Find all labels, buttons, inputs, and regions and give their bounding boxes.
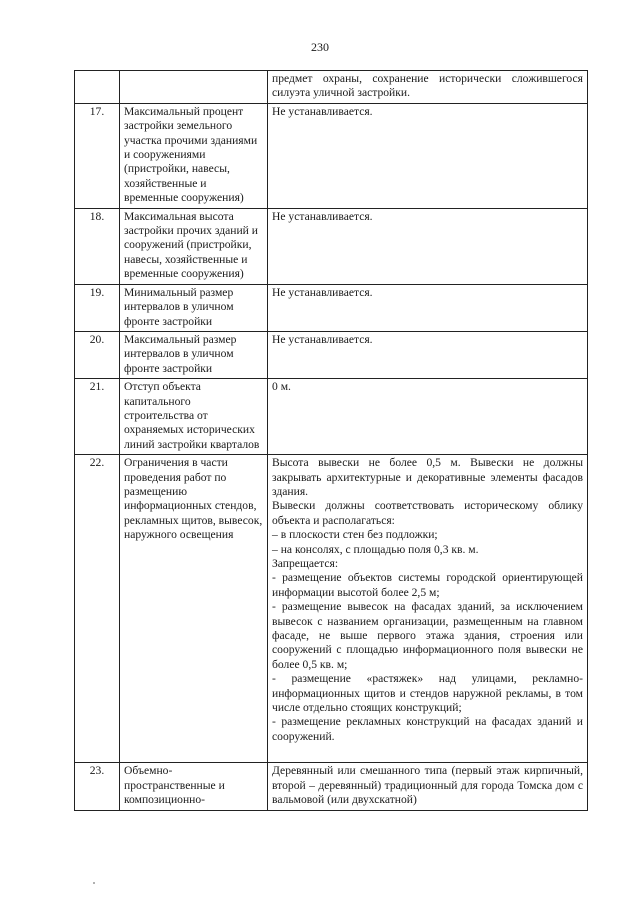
parameter-value — [268, 331, 588, 378]
table-row — [75, 763, 588, 810]
row-number: 21. — [75, 379, 120, 455]
row-number: 23. — [75, 763, 120, 810]
value-paragraph: Деревянный или смешанного типа (первый этаж кирпичный, второй – деревянный) традиционный для города Томска дом с вальмовой (или двухскатной) — [272, 764, 583, 807]
parameter-name: Отступ объекта капитального строительства от охраняемых исторических линий застройки кварталов — [120, 379, 268, 455]
parameter-name: Ограничения в части проведения работ по размещению информационных стендов, рекламных щитов, вывесок, наружного освещения — [120, 455, 268, 763]
value-paragraph: Высота вывески не более 0,5 м. Вывески не должны закрывать архитектурные и декоративные элементы фасадов здания. — [272, 456, 583, 498]
parameter-value — [268, 379, 588, 455]
parameter-value — [268, 103, 588, 208]
value-paragraph: - размещение объектов системы городской ориентирующей информации высотой более 2,5 м; — [272, 571, 583, 599]
value-paragraph: Не устанавливается. — [272, 285, 373, 299]
parameter-name: Минимальный размер интервалов в уличном фронте застройки — [120, 284, 268, 331]
table-row — [75, 103, 588, 208]
parameter-value — [268, 455, 588, 763]
table-row — [75, 331, 588, 378]
row-number: 22. — [75, 455, 120, 763]
value-paragraph: - размещение «растяжек» над улицами, рекламно-информационных щитов и стендов наружной рекламы, в том числе отдельно стоящих конструкций; — [272, 672, 583, 715]
regulations-table — [74, 70, 588, 811]
table-row — [75, 71, 588, 104]
value-paragraph: - размещение рекламных конструкций на фасадах зданий и сооружений. — [272, 715, 583, 743]
row-number: 17. — [75, 103, 120, 208]
value-paragraph: Не устанавливается. — [272, 332, 373, 346]
scan-speck — [93, 882, 95, 884]
parameter-value — [268, 71, 588, 104]
row-number: 20. — [75, 331, 120, 378]
table-row — [75, 379, 588, 455]
value-paragraph: Вывески должны соответствовать историческому облику объекта и располагаться: — [272, 499, 583, 527]
parameter-name: Максимальный процент застройки земельного участка прочими зданиями и сооружениями (пристройки, навесы, хозяйственные и временные сооружения) — [120, 103, 268, 208]
value-paragraph: - размещение вывесок на фасадах зданий, за исключением вывесок с названием организации, размещенным на главном фасаде, не выше первого этажа здания, строения или сооружений с площадью информационного поля вывески не более 0,5 кв. м; — [272, 600, 583, 671]
page-number: 230 — [311, 40, 329, 54]
parameter-name: Максимальный размер интервалов в уличном фронте застройки — [120, 331, 268, 378]
value-paragraph: – на консолях, с площадью поля 0,3 кв. м. — [272, 542, 479, 556]
table-row — [75, 208, 588, 284]
value-paragraph: 0 м. — [272, 380, 291, 394]
table-row — [75, 284, 588, 331]
table-row — [75, 455, 588, 763]
parameter-name — [120, 71, 268, 104]
row-number: 18. — [75, 208, 120, 284]
row-number — [75, 71, 120, 104]
value-paragraph: Не устанавливается. — [272, 104, 373, 118]
parameter-name: Максимальная высота застройки прочих зданий и сооружений (пристройки, навесы, хозяйственные и временные сооружения) — [120, 208, 268, 284]
parameter-value — [268, 208, 588, 284]
value-paragraph: Запрещается: — [272, 557, 339, 570]
value-paragraph: Не устанавливается. — [272, 209, 373, 223]
parameter-name: Объемно-пространственные и композиционно- — [120, 763, 268, 810]
value-paragraph: – в плоскости стен без подложки; — [272, 528, 438, 542]
parameter-value — [268, 284, 588, 331]
row-number: 19. — [75, 284, 120, 331]
parameter-value — [268, 763, 588, 810]
value-paragraph: предмет охраны, сохранение исторически сложившегося силуэта уличной застройки. — [272, 72, 583, 100]
